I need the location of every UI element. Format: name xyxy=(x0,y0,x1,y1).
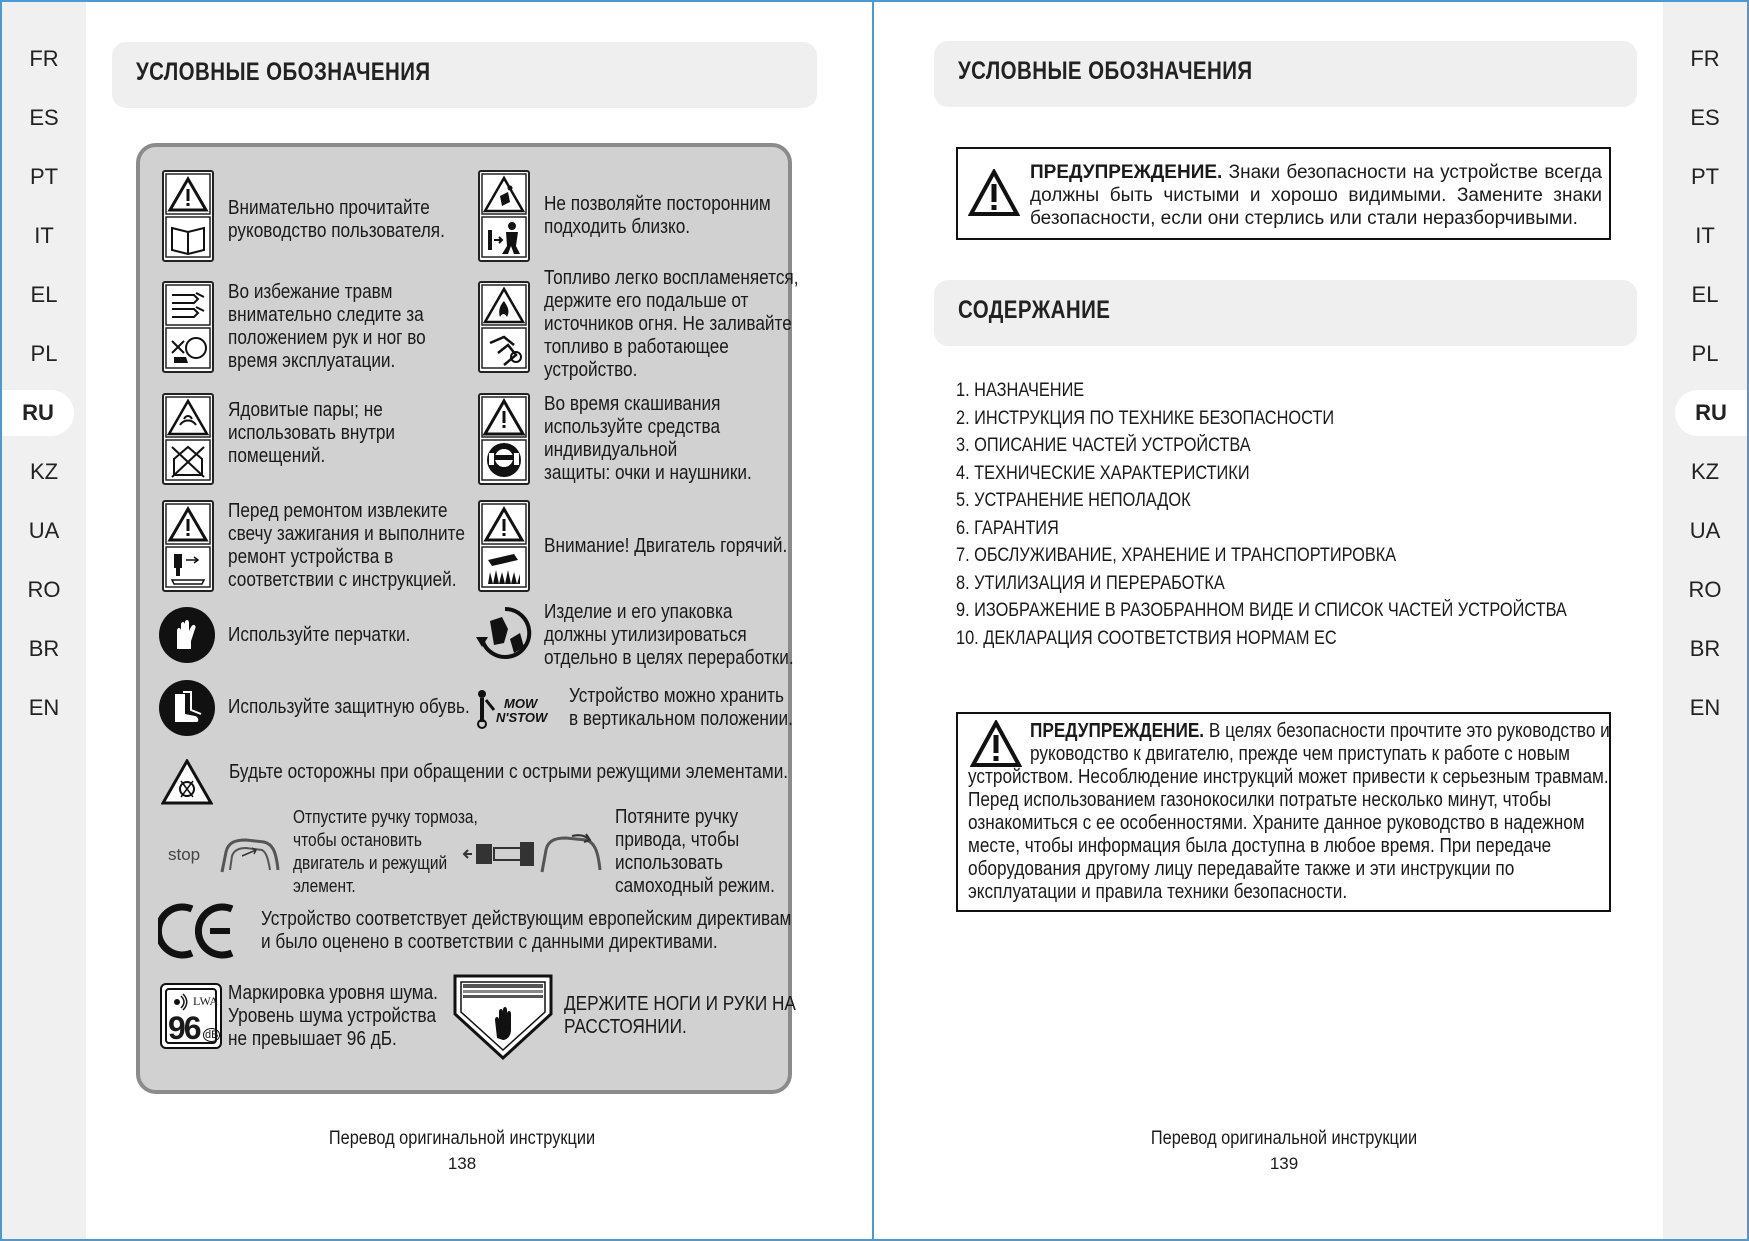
language-tab-pl[interactable]: PL xyxy=(1691,341,1719,366)
language-tab-it[interactable]: IT xyxy=(34,223,54,248)
language-tab-el[interactable]: EL xyxy=(1691,282,1719,307)
toc-item[interactable]: 6. ГАРАНТИЯ xyxy=(956,517,1059,539)
section-title: УСЛОВНЫЕ ОБОЗНАЧЕНИЯ xyxy=(958,57,1253,85)
boots-text: Используйте защитную обувь. xyxy=(228,696,470,718)
svg-text:MOW: MOW xyxy=(504,696,538,711)
language-tab-br[interactable]: BR xyxy=(1689,636,1721,661)
read-manual-icon xyxy=(162,170,214,262)
safety-boots-icon xyxy=(159,680,215,736)
svg-text:N'STOW: N'STOW xyxy=(496,710,548,725)
toc-item[interactable]: 5. УСТРАНЕНИЕ НЕПОЛАДОК xyxy=(956,490,1191,511)
language-tab-en[interactable]: EN xyxy=(28,695,60,720)
toc-item[interactable]: 9. ИЗОБРАЖЕНИЕ В РАЗОБРАННОМ ВИДЕ И СПИСОК ЧАСТЕЙ УСТРОЙСТВА xyxy=(956,600,1567,621)
mow-n-stow-text: Устройство можно хранить в вертикальном положении. xyxy=(569,685,793,730)
language-tab-pt[interactable]: PT xyxy=(1690,164,1720,189)
footer-translation-right: Перевод оригинальной инструкции xyxy=(1150,1128,1418,1149)
toc-item[interactable]: 8. УТИЛИЗАЦИЯ И ПЕРЕРАБОТКА xyxy=(956,572,1225,594)
toc-item[interactable]: 3. ОПИСАНИЕ ЧАСТЕЙ УСТРОЙСТВА xyxy=(956,435,1251,456)
language-tab-kz[interactable]: KZ xyxy=(1690,459,1720,484)
gloves-text: Используйте перчатки. xyxy=(228,624,411,646)
sharp-blade-warning-icon xyxy=(161,759,213,805)
language-tab-br[interactable]: BR xyxy=(28,636,60,661)
spark-plug-text: Перед ремонтом извлеките свечу зажигания и выполните ремонт устройства в соответствии с инструкцией. xyxy=(228,500,465,591)
toc-item[interactable]: 1. НАЗНАЧЕНИЕ xyxy=(956,380,1085,401)
keep-bystanders-away-icon xyxy=(478,170,530,262)
warning-text-2-line-1: ПРЕДУПРЕЖДЕНИЕ. В целях безопасности прочтите это руководство и xyxy=(1030,720,1610,742)
page-number-right: 139 xyxy=(1269,1154,1299,1173)
ce-mark-icon xyxy=(158,901,238,961)
language-tab-fr[interactable]: FR xyxy=(29,46,59,71)
language-tab-pl[interactable]: PL xyxy=(30,341,58,366)
ppe-text: Во время скашивания используйте средства индивидуальной защиты: очки и наушники. xyxy=(544,393,752,484)
language-sidebar-right xyxy=(1663,2,1747,1239)
hands-away-text: ДЕРЖИТЕ НОГИ И РУКИ НА РАССТОЯНИИ. xyxy=(564,993,796,1038)
gloves-icon xyxy=(159,607,215,663)
language-tab-ru[interactable]: RU xyxy=(2,390,74,436)
warning-triangle-icon xyxy=(968,169,1020,217)
warning-triangle-icon xyxy=(970,720,1022,768)
svg-text:stop: stop xyxy=(168,845,201,864)
warning-text-2-line-4: Перед использованием газонокосилки потратьте несколько минут, чтобы xyxy=(968,789,1552,811)
warning-text-1: ПРЕДУПРЕЖДЕНИЕ. Знаки безопасности на устройстве всегда должны быть чистыми и хорошо видимыми. Замените знаки безопасности, если они стерлись или стали неразборчивыми. xyxy=(1030,162,1602,229)
sharp-text: Будьте осторожны при обращении с острыми режущими элементами. xyxy=(229,761,789,783)
recycle-icon xyxy=(474,603,536,665)
toc-item[interactable]: 4. ТЕХНИЧЕСКИЕ ХАРАКТЕРИСТИКИ xyxy=(956,462,1250,484)
language-sidebar-left xyxy=(2,2,86,1239)
brake-handle-stop-icon xyxy=(166,836,284,876)
hot-engine-text: Внимание! Двигатель горячий. xyxy=(544,535,788,557)
toc-item[interactable]: 10. ДЕКЛАРАЦИЯ СООТВЕТСТВИЯ НОРМАМ ЕС xyxy=(956,627,1337,649)
read-manual-text: Внимательно прочитайте руководство пользователя. xyxy=(228,197,445,242)
warning-text-2-line-5: ознакомиться с ее особенностями. Храните данное руководство в надежном xyxy=(968,812,1585,834)
toxic-fumes-icon xyxy=(162,393,214,485)
fuel-text: Топливо легко воспламеняется, держите его подальше от источников огня. Не заливайте топливо в работающее устройство. xyxy=(544,267,799,381)
warning-text-2-line-3: устройством. Несоблюдение инструкций может привести к серьезным травмам. xyxy=(968,766,1609,788)
section-header-right xyxy=(934,41,1637,107)
toc-item[interactable]: 2. ИНСТРУКЦИЯ ПО ТЕХНИКЕ БЕЗОПАСНОСТИ xyxy=(956,407,1335,429)
fumes-text: Ядовитые пары; не использовать внутри помещений. xyxy=(228,399,396,467)
language-tab-ro[interactable]: RO xyxy=(1688,577,1722,602)
warning-text-2-line-7: оборудования другому лицу передавайте также и эти инструкции по xyxy=(968,858,1515,880)
language-tab-ro[interactable]: RO xyxy=(27,577,61,602)
drive-handle-icon xyxy=(462,832,610,876)
warning-text-2-line-2: руководство к двигателю, прежде чем приступать к работе с новым xyxy=(1030,743,1570,765)
keep-away-text: Не позволяйте посторонним подходить близко. xyxy=(544,193,771,238)
warning-box-safety-signs xyxy=(956,147,1611,240)
language-tab-fr[interactable]: FR xyxy=(1690,46,1720,71)
language-tab-el[interactable]: EL xyxy=(30,282,58,307)
keep-hands-feet-away-badge-icon xyxy=(451,972,555,1062)
noise-text: Маркировка уровня шума. Уровень шума устройства не превышает 96 дБ. xyxy=(228,982,438,1050)
recycle-text: Изделие и его упаковка должны утилизироваться отдельно в целях переработки. xyxy=(544,601,794,669)
section-header-left xyxy=(112,42,817,108)
ce-text: Устройство соответствует действующим европейским директивам и было оценено в соответствии с данными директивами. xyxy=(261,908,792,953)
language-tab-es[interactable]: ES xyxy=(1690,105,1720,130)
hands-feet-injury-icon xyxy=(162,281,214,373)
language-tab-es[interactable]: ES xyxy=(29,105,59,130)
footer-translation-left: Перевод оригинальной инструкции xyxy=(328,1128,596,1149)
hands-feet-text: Во избежание травм внимательно следите за положением рук и ног во время эксплуатации. xyxy=(228,281,426,372)
warning-text-2-line-6: месте, чтобы информация была доступна в любое время. При передаче xyxy=(968,835,1552,857)
page-number-left: 138 xyxy=(447,1154,477,1173)
language-tab-ru[interactable]: RU xyxy=(1675,390,1747,436)
contents-header xyxy=(934,280,1637,346)
brake-text: Отпустите ручку тормоза, чтобы остановить двигатель и режущий элемент. xyxy=(293,807,478,896)
warning-text-2-line-8: эксплуатации и правила техники безопасности. xyxy=(968,881,1348,903)
language-tab-it[interactable]: IT xyxy=(1695,223,1715,248)
language-tab-ua[interactable]: UA xyxy=(1689,518,1721,543)
language-tab-pt[interactable]: PT xyxy=(29,164,59,189)
toc-item[interactable]: 7. ОБСЛУЖИВАНИЕ, ХРАНЕНИЕ И ТРАНСПОРТИРОВКА xyxy=(956,545,1397,566)
language-tab-en[interactable]: EN xyxy=(1689,695,1721,720)
language-tab-kz[interactable]: KZ xyxy=(29,459,59,484)
spark-plug-icon xyxy=(162,500,214,592)
contents-title: СОДЕРЖАНИЕ xyxy=(958,296,1111,324)
hot-engine-icon xyxy=(478,500,530,592)
noise-level-icon: LWA 96 dB xyxy=(160,983,222,1049)
section-title: УСЛОВНЫЕ ОБОЗНАЧЕНИЯ xyxy=(136,58,431,86)
protective-equipment-icon xyxy=(478,393,530,485)
mow-n-stow-logo-icon xyxy=(474,686,554,730)
language-tab-ua[interactable]: UA xyxy=(28,518,60,543)
fuel-fire-icon xyxy=(478,281,530,373)
drive-text: Потяните ручку привода, чтобы использовать самоходный режим. xyxy=(615,806,775,897)
warning-box-read-manual xyxy=(956,712,1611,912)
